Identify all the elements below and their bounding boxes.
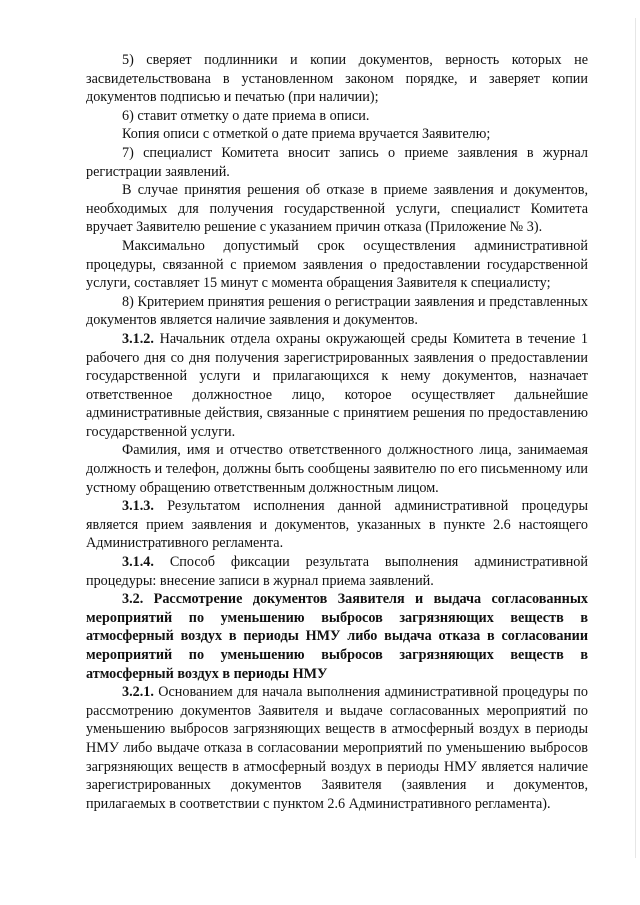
- paragraph-responsible-person: Фамилия, имя и отчество ответственного должностного лица, занимаемая должность и телефон, должны быть сообщены заявителю по его письменному или устному обращению ответственным должностным лицом.: [86, 442, 588, 496]
- clause-number: 3.1.4.: [122, 554, 154, 571]
- clause-number: 3.2.1.: [122, 684, 154, 701]
- paragraph-item-5: 5) сверяет подлинники и копии документов, верность которых не засвидетельствована в установленном законом порядке, и заверяет копии документов подписью и печатью (при наличии);: [86, 52, 588, 106]
- paragraph-refusal: В случае принятия решения об отказе в приеме заявления и документов, необходимых для получения государственной услуги, специалист Комитета вручает Заявителю решение с указанием причин отказа (Приложение № 3).: [86, 182, 588, 236]
- paragraph-max-term: Максимально допустимый срок осуществления административной процедуры, связанной с приемом заявления о предоставлении государственной услуги, составляет 15 минут с момента обращения Заявителя к специалисту;: [86, 237, 588, 292]
- paragraph-item-8: 8) Критерием принятия решения о регистрации заявления и представленных документов является наличие заявления и документов.: [86, 293, 588, 329]
- paragraph-3-2-1: [86, 683, 588, 813]
- clause-text: Основанием для начала выполнения административной процедуры по рассмотрению документов Заявителя и выдаче согласованных мероприятий по уменьшению выбросов загрязняющих веществ в атмосферный воздух в периоды НМУ либо выдаче отказа в согласовании мероприятий по уменьшению выбросов загрязняющих веществ в атмосферный воздух в периоды НМУ является наличие зарегистрированных документов Заявителя (заявления и документов, прилагаемых в соответствии с пунктом 2.6 Административного регламента).: [86, 684, 588, 812]
- paragraph-item-6: 6) ставит отметку о дате приема в описи.: [122, 107, 370, 124]
- scan-edge: [631, 18, 636, 858]
- paragraph-copy-receipt: Копия описи с отметкой о дате приема вручается Заявителю;: [122, 126, 491, 143]
- paragraph-3-1-3: [86, 497, 588, 553]
- section-heading-3-2: 3.2. Рассмотрение документов Заявителя и выдача согласованных мероприятий по уменьшению выбросов загрязняющих веществ в атмосферный воздух в периоды НМУ либо выдача отказа в согласовании мероприятий по уменьшению выбросов загрязняющих веществ в атмосферный воздух в периоды НМУ: [86, 591, 588, 682]
- clause-number: 3.1.2.: [122, 330, 154, 347]
- paragraph-3-1-4: [86, 553, 588, 590]
- paragraph-item-7: 7) специалист Комитета вносит запись о приеме заявления в журнал регистрации заявлений.: [86, 144, 588, 180]
- clause-number: 3.1.3.: [122, 498, 154, 515]
- clause-text: Способ фиксации результата выполнения административной процедуры: внесение записи в журнал приема заявлений.: [86, 554, 588, 589]
- clause-text: Результатом исполнения данной административной процедуры является прием заявления и документов, указанных в пункте 2.6 настоящего Административного регламента.: [86, 498, 588, 552]
- clause-text: Начальник отдела охраны окружающей среды Комитета в течение 1 рабочего дня со дня получения зарегистрированных заявления о предоставлении государственной услуги и прилагающихся к нему документов, назначает ответственное должностное лицо, которое осуществляет дальнейшие административные действия, связанные с принятием решения по предоставлению государственной услуги.: [86, 330, 588, 440]
- document-body: [86, 51, 588, 813]
- paragraph-3-1-2: [86, 330, 588, 442]
